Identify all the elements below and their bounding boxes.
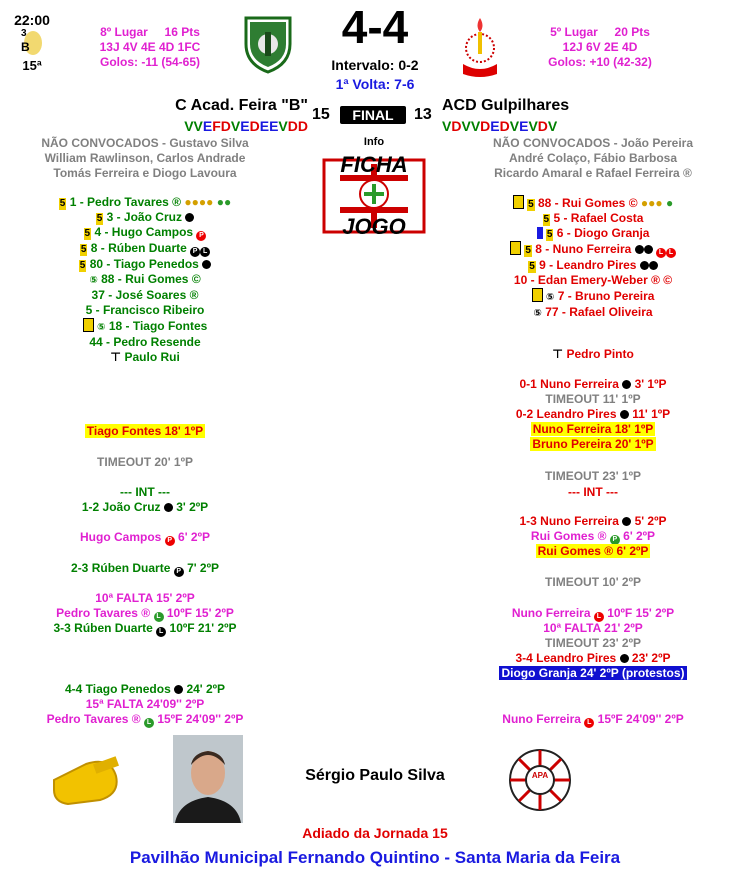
home-players: [20, 195, 270, 365]
form-result: D: [287, 118, 298, 134]
away-record: 12J 6V 2E 4D: [562, 40, 638, 54]
form-result: V: [278, 118, 288, 134]
away-rank: 5º Lugar: [550, 25, 598, 39]
form-result: D: [499, 118, 510, 134]
list-item[interactable]: 5 4 - Hugo Campos P: [20, 225, 270, 241]
goal-ball-icon: [640, 261, 649, 270]
list-item[interactable]: 5 9 - Leandro Pires: [468, 258, 718, 273]
kickoff-time: 22:00: [14, 12, 50, 28]
event-time: 6' 2ºP: [178, 530, 210, 544]
player-name: 9 - Leandro Pires: [539, 258, 637, 272]
away-points: 20 Pts: [614, 25, 650, 39]
goal-ball-icon: [635, 245, 644, 254]
home-form: [184, 118, 308, 134]
event-time: 6' 2ºP: [623, 529, 656, 543]
goal-ball-icon: [620, 410, 629, 419]
ficha-text: FICHA: [340, 152, 408, 177]
series-letter: B: [21, 40, 30, 54]
event-text: 0-1 Nuno Ferreira: [519, 377, 619, 391]
form-result: E: [259, 118, 270, 134]
home-event-1: [20, 424, 270, 438]
event-time: 10ºF 15' 2ºP: [607, 606, 675, 620]
coach-name: Pedro Pinto: [566, 347, 634, 361]
away-event-2: TIMEOUT 11' 1ºP: [545, 392, 641, 406]
series-icon: [12, 28, 52, 58]
player-name: 4 - Hugo Campos: [94, 225, 194, 239]
form-result: F: [212, 118, 221, 134]
goal-ball-icon: [644, 245, 653, 254]
info-label[interactable]: Info: [363, 136, 385, 148]
form-result: V: [230, 118, 241, 134]
event-text: Nuno Ferreira: [502, 712, 581, 726]
list-item[interactable]: [20, 335, 270, 350]
free-kick-icon: L: [594, 612, 604, 622]
home-not-called-line2: William Rawlinson, Carlos Andrade: [44, 151, 246, 165]
event-text: 2-3 Rúben Duarte: [71, 561, 171, 575]
player-name: 88 - Rui Gomes ©: [538, 196, 638, 210]
form-result: V: [193, 118, 203, 134]
away-event-12: [468, 606, 718, 622]
free-kick-icon: L: [200, 247, 210, 257]
away-event-3: [468, 407, 718, 421]
halftime-score: Intervalo: 0-2: [331, 57, 419, 73]
home-event-2: TIMEOUT 20' 1ºP: [97, 455, 193, 469]
home-fouls: 15: [312, 106, 330, 123]
home-event-5: [20, 530, 270, 546]
postponed-note: Adiado da Jornada 15: [302, 825, 448, 841]
goal-ball-icon: [649, 261, 658, 270]
event-text: Rui Gomes ®: [530, 529, 607, 543]
form-result: E: [202, 118, 213, 134]
away-event-17: [468, 712, 718, 728]
home-event-12: [20, 712, 270, 728]
list-item[interactable]: 5 80 - Tiago Penedos: [20, 257, 270, 272]
form-result: V: [184, 118, 194, 134]
home-stats: [60, 25, 240, 70]
event-text: Rui Gomes ® 6' 2ºP: [537, 544, 649, 558]
event-text: 3-4 Leandro Pires: [515, 651, 617, 665]
goal-ball-icon: [620, 654, 629, 663]
goal-ball-icon: [622, 517, 631, 526]
yellow-card-icon: [532, 288, 543, 302]
list-item[interactable]: 5 5 - Rafael Costa: [543, 211, 644, 225]
away-event-11: TIMEOUT 10' 2ºP: [545, 575, 641, 589]
list-item[interactable]: [20, 303, 270, 318]
final-score: 4-4: [341, 1, 409, 53]
goal-ball-icon: [185, 213, 194, 222]
away-fouls: 13: [414, 106, 432, 123]
list-item[interactable]: [20, 288, 270, 303]
list-item[interactable]: ⑤ 18 - Tiago Fontes: [20, 318, 270, 335]
event-time: 5' 2ºP: [634, 514, 667, 528]
away-goals: Golos: +10 (42-32): [548, 55, 652, 69]
event-text: 1-3 Nuno Ferreira: [519, 514, 619, 528]
event-text: 1-2 João Cruz: [81, 500, 161, 514]
form-result: D: [451, 118, 462, 134]
list-item[interactable]: 5 88 - Rui Gomes © ●●● ●: [468, 195, 718, 211]
form-result: V: [461, 118, 471, 134]
home-event-8: [20, 606, 270, 622]
list-item[interactable]: 5 8 - Nuno Ferreira L L: [468, 241, 718, 258]
event-text: 4-4 Tiago Penedos: [64, 682, 171, 696]
away-event-5: [468, 437, 718, 451]
home-not-called-line1: NÃO CONVOCADOS - Gustavo Silva: [41, 136, 249, 150]
event-text: Nuno Ferreira 18' 1ºP: [532, 422, 654, 436]
form-result: D: [537, 118, 548, 134]
home-event-11: 15ª FALTA 24'09'' 2ºP: [85, 697, 205, 711]
goal-ball-icon: [622, 380, 631, 389]
home-points: 16 Pts: [164, 25, 200, 39]
list-item[interactable]: [20, 350, 270, 365]
kickoff-block: [12, 12, 52, 73]
away-event-10: [468, 544, 718, 558]
form-result: E: [519, 118, 529, 134]
form-result: V: [547, 118, 558, 134]
form-result: D: [480, 118, 491, 134]
form-result: V: [509, 118, 520, 134]
yellow-card-icon: [83, 318, 94, 332]
event-text: Diogo Granja 24' 2ºP (protestos): [501, 666, 685, 680]
penalty-goal-icon: P: [174, 567, 184, 577]
form-result: E: [240, 118, 250, 134]
event-text: Nuno Ferreira: [511, 606, 591, 620]
home-event-10: [20, 682, 270, 696]
event-text: 3-3 Rúben Duarte: [53, 621, 153, 635]
match-sheet-button[interactable]: [320, 150, 428, 242]
away-event-6: TIMEOUT 23' 1ºP: [545, 469, 641, 483]
away-event-7: --- INT ---: [568, 485, 618, 499]
player-name: 6 - Diogo Granja: [556, 226, 650, 240]
penalty-goal-icon: P: [190, 247, 200, 257]
referee-association-icon: [508, 748, 572, 812]
player-name: 5 - Francisco Ribeiro: [85, 303, 205, 317]
free-kick-goal-icon: L: [156, 627, 166, 637]
list-item[interactable]: [468, 273, 718, 288]
home-event-4: [20, 500, 270, 514]
referee-name[interactable]: Sérgio Paulo Silva: [305, 767, 445, 784]
form-result: D: [297, 118, 308, 134]
form-result: V: [470, 118, 481, 134]
series-number: 3: [21, 28, 27, 39]
form-result: D: [249, 118, 260, 134]
form-result: V: [442, 118, 452, 134]
home-goals: Golos: -11 (54-65): [99, 55, 201, 69]
final-badge: FINAL: [340, 106, 406, 124]
first-leg-score: 1ª Volta: 7-6: [335, 76, 415, 92]
series-badge: [12, 28, 52, 58]
home-event-7: 10ª FALTA 15' 2ºP: [95, 591, 195, 605]
player-name: 8 - Rúben Duarte: [90, 241, 187, 255]
event-text: Bruno Pereira 20' 1ºP: [532, 437, 654, 451]
event-time: 11' 1ºP: [632, 407, 671, 421]
event-text: 0-2 Leandro Pires: [515, 407, 617, 421]
player-name: 44 - Pedro Resende: [89, 335, 201, 349]
form-result: E: [490, 118, 500, 134]
event-time: 7' 2ºP: [187, 561, 219, 575]
home-record: 13J 4V 4E 4D 1FC: [99, 40, 201, 54]
referee-association-logo: [508, 748, 572, 812]
yellow-card-icon: [510, 241, 521, 255]
form-result: D: [220, 118, 231, 134]
coach-icon: ⊤: [552, 347, 564, 361]
player-name: 77 - Rafael Oliveira: [545, 305, 653, 319]
player-name: 5 - Rafael Costa: [553, 211, 644, 225]
home-event-9: [20, 621, 270, 637]
blue-card-icon: [537, 227, 543, 239]
away-not-called-line1: NÃO CONVOCADOS - João Pereira: [492, 136, 694, 150]
list-item[interactable]: 5 8 - Rúben Duarte P L: [20, 241, 270, 257]
away-not-called-line2: André Colaço, Fábio Barbosa: [508, 151, 678, 165]
away-event-1: [468, 377, 718, 391]
event-text: Pedro Tavares ®: [56, 606, 151, 620]
event-time: 15ºF 24'09'' 2ºP: [597, 712, 684, 726]
list-item[interactable]: 5 3 - João Cruz: [20, 210, 270, 225]
player-name: 8 - Nuno Ferreira: [535, 242, 632, 256]
away-event-14: TIMEOUT 23' 2ºP: [545, 636, 641, 650]
event-time: 3' 1ºP: [634, 377, 667, 391]
penalty-icon: P: [196, 231, 206, 241]
away-coach-row[interactable]: [468, 347, 718, 361]
away-stats: [510, 25, 690, 70]
referee-avatar-icon: [173, 735, 243, 823]
list-item[interactable]: 5 1 - Pedro Tavares ® ●●●● ●●: [59, 195, 232, 209]
player-name: 88 - Rui Gomes ©: [101, 272, 201, 286]
association-letters: APA: [531, 771, 549, 780]
list-item[interactable]: ⑤ 7 - Bruno Pereira: [468, 288, 718, 305]
referee-photo: [173, 735, 243, 823]
away-form: [442, 118, 557, 134]
list-item[interactable]: ⑤ 77 - Rafael Oliveira: [533, 305, 653, 319]
venue-name: Pavilhão Municipal Fernando Quintino - Santa Maria da Feira: [129, 848, 621, 867]
away-players: [468, 195, 718, 321]
away-event-13: 10ª FALTA 21' 2ºP: [543, 621, 643, 635]
goal-ball-icon: [174, 685, 183, 694]
event-text: Tiago Fontes 18' 1ºP: [86, 424, 204, 438]
event-text: Hugo Campos: [80, 530, 162, 544]
event-time: 15ºF 24'09'' 2ºP: [157, 712, 244, 726]
coach-icon: ⊤: [110, 350, 122, 364]
away-crest-icon: [455, 14, 505, 82]
coach-name: Paulo Rui: [124, 350, 180, 364]
list-item[interactable]: 5 6 - Diogo Granja: [468, 226, 718, 241]
free-kick-icon: L: [154, 612, 164, 622]
whistle-icon: [48, 750, 123, 808]
home-crest-icon: [238, 14, 298, 74]
yellow-card-icon: [513, 195, 524, 209]
player-name: 80 - Tiago Penedos: [89, 257, 199, 271]
player-name: 7 - Bruno Pereira: [557, 289, 655, 303]
away-event-8: [468, 514, 718, 528]
list-item[interactable]: ⑤ 88 - Rui Gomes ©: [89, 272, 201, 286]
event-time: 23' 2ºP: [631, 651, 671, 665]
player-name: 3 - João Cruz: [106, 210, 182, 224]
form-result: V: [528, 118, 538, 134]
away-not-called-line3: Ricardo Amaral e Rafael Ferreira ®: [494, 166, 692, 180]
player-name: 10 - Edan Emery-Weber ® ©: [513, 273, 673, 287]
away-event-9: [468, 529, 718, 545]
free-kick-icon: L: [666, 248, 676, 258]
free-kick-icon: L: [144, 718, 154, 728]
jogo-text: JOGO: [342, 214, 406, 239]
away-team-name[interactable]: ACD Gulpilhares: [442, 97, 570, 114]
event-time: 10ºF 21' 2ºP: [169, 621, 237, 635]
form-result: E: [269, 118, 279, 134]
player-name: 37 - José Soares ®: [91, 288, 199, 302]
home-not-called-line3: Tomás Ferreira e Diogo Lavoura: [53, 166, 237, 180]
home-event-3: --- INT ---: [120, 485, 170, 499]
event-time: 10ºF 15' 2ºP: [166, 606, 234, 620]
penalty-icon: P: [165, 536, 175, 546]
event-text: Pedro Tavares ®: [46, 712, 141, 726]
round-number: 15ª: [22, 58, 42, 73]
free-kick-icon: L: [656, 248, 666, 258]
away-event-15: [468, 651, 718, 665]
home-event-6: [20, 561, 270, 577]
home-team-name[interactable]: C Acad. Feira "B": [175, 97, 308, 114]
free-kick-icon: L: [584, 718, 594, 728]
goal-ball-icon: [164, 503, 173, 512]
penalty-icon: P: [610, 535, 620, 545]
home-not-called: [20, 136, 270, 181]
away-not-called: [468, 136, 718, 181]
away-event-16: [468, 666, 718, 680]
home-rank: 8º Lugar: [100, 25, 148, 39]
event-time: 3' 2ºP: [176, 500, 209, 514]
player-name: 18 - Tiago Fontes: [108, 319, 208, 333]
event-time: 24' 2ºP: [186, 682, 226, 696]
goal-ball-icon: [202, 260, 211, 269]
away-event-4: [468, 422, 718, 436]
player-name: 1 - Pedro Tavares ®: [69, 195, 182, 209]
